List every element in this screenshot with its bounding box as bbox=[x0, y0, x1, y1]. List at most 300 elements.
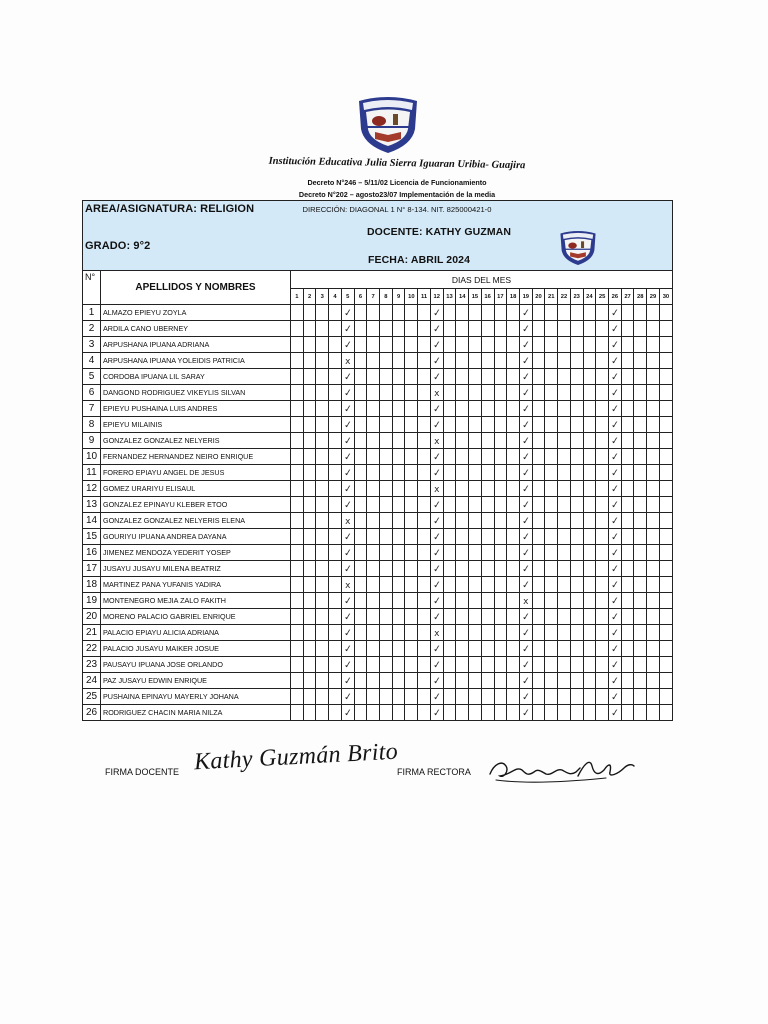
day-cell bbox=[329, 625, 342, 641]
day-cell bbox=[507, 641, 520, 657]
day-cell bbox=[443, 545, 456, 561]
day-cell bbox=[316, 465, 329, 481]
day-cell bbox=[558, 337, 571, 353]
day-cell bbox=[570, 401, 583, 417]
day-cell bbox=[545, 369, 558, 385]
attendance-mark: ✓ bbox=[610, 499, 620, 512]
attendance-mark: x bbox=[345, 517, 351, 527]
attendance-mark: ✓ bbox=[520, 499, 531, 512]
day-cell bbox=[367, 561, 380, 577]
day-cell bbox=[418, 641, 431, 657]
attendance-mark: ✓ bbox=[520, 307, 531, 320]
day-cell bbox=[316, 321, 329, 337]
day-cell bbox=[558, 417, 571, 433]
day-cell bbox=[469, 465, 482, 481]
day-cell bbox=[647, 465, 660, 481]
day-cell bbox=[329, 305, 342, 321]
day-cell bbox=[659, 417, 672, 433]
attendance-mark: ✓ bbox=[610, 627, 620, 640]
day-cell bbox=[532, 353, 545, 369]
day-cell bbox=[303, 481, 316, 497]
day-cell bbox=[545, 433, 558, 449]
day-cell bbox=[380, 641, 393, 657]
day-cell bbox=[507, 497, 520, 513]
day-cell bbox=[608, 577, 621, 593]
day-cell bbox=[481, 417, 494, 433]
day-cell bbox=[583, 561, 596, 577]
day-cell bbox=[405, 593, 418, 609]
day-cell bbox=[456, 657, 469, 673]
day-cell bbox=[481, 337, 494, 353]
day-cell bbox=[519, 481, 532, 497]
day-cell bbox=[583, 705, 596, 721]
attendance-mark: x bbox=[523, 597, 529, 607]
day-cell bbox=[469, 689, 482, 705]
day-number-9: 9 bbox=[392, 289, 405, 305]
day-cell bbox=[443, 385, 456, 401]
attendance-mark: x bbox=[434, 437, 440, 447]
day-cell bbox=[608, 593, 621, 609]
table-row bbox=[83, 529, 673, 545]
day-cell bbox=[659, 449, 672, 465]
day-cell bbox=[481, 305, 494, 321]
day-cell bbox=[418, 593, 431, 609]
day-cell bbox=[621, 625, 634, 641]
day-cell bbox=[380, 625, 393, 641]
day-cell bbox=[456, 433, 469, 449]
day-cell bbox=[481, 545, 494, 561]
day-cell bbox=[519, 609, 532, 625]
day-cell bbox=[532, 609, 545, 625]
row-number: 9 bbox=[83, 433, 101, 449]
day-cell bbox=[367, 449, 380, 465]
day-cell bbox=[303, 337, 316, 353]
day-cell bbox=[507, 449, 520, 465]
day-cell bbox=[316, 609, 329, 625]
day-cell bbox=[291, 401, 304, 417]
day-cell bbox=[430, 433, 443, 449]
day-cell bbox=[392, 433, 405, 449]
day-cell bbox=[583, 641, 596, 657]
attendance-mark: ✓ bbox=[520, 627, 531, 640]
day-cell bbox=[507, 529, 520, 545]
day-cell bbox=[647, 657, 660, 673]
day-cell bbox=[329, 545, 342, 561]
day-cell bbox=[481, 353, 494, 369]
day-cell bbox=[354, 545, 367, 561]
day-cell bbox=[329, 321, 342, 337]
day-cell bbox=[596, 577, 609, 593]
student-name: GONZALEZ GONZALEZ NELYERIS ELENA bbox=[101, 513, 291, 529]
day-cell bbox=[367, 705, 380, 721]
day-cell bbox=[443, 577, 456, 593]
day-cell bbox=[291, 417, 304, 433]
day-cell bbox=[659, 641, 672, 657]
day-cell bbox=[608, 561, 621, 577]
day-cell bbox=[494, 305, 507, 321]
day-cell bbox=[634, 593, 647, 609]
day-number-18: 18 bbox=[507, 289, 520, 305]
day-cell bbox=[659, 433, 672, 449]
day-cell bbox=[494, 481, 507, 497]
day-cell bbox=[647, 641, 660, 657]
day-cell bbox=[469, 321, 482, 337]
table-row bbox=[83, 433, 673, 449]
day-cell bbox=[456, 401, 469, 417]
day-cell bbox=[430, 385, 443, 401]
attendance-mark: ✓ bbox=[431, 531, 442, 544]
day-cell bbox=[354, 417, 367, 433]
attendance-mark: x bbox=[345, 581, 351, 591]
student-name: CORDOBA IPUANA LIL SARAY bbox=[101, 369, 291, 385]
number-column-header: N° bbox=[83, 271, 101, 305]
day-cell bbox=[659, 305, 672, 321]
day-cell bbox=[316, 481, 329, 497]
day-cell bbox=[303, 305, 316, 321]
day-cell bbox=[634, 657, 647, 673]
attendance-mark: ✓ bbox=[431, 547, 442, 560]
day-cell bbox=[634, 417, 647, 433]
day-cell bbox=[647, 401, 660, 417]
day-cell bbox=[647, 305, 660, 321]
day-cell bbox=[405, 417, 418, 433]
day-number-21: 21 bbox=[545, 289, 558, 305]
day-cell bbox=[354, 577, 367, 593]
day-cell bbox=[558, 465, 571, 481]
day-cell bbox=[583, 337, 596, 353]
day-cell bbox=[583, 385, 596, 401]
day-cell bbox=[418, 689, 431, 705]
attendance-mark: ✓ bbox=[610, 547, 620, 560]
day-cell bbox=[647, 337, 660, 353]
day-cell bbox=[392, 609, 405, 625]
attendance-mark: ✓ bbox=[520, 659, 531, 672]
table-row bbox=[83, 321, 673, 337]
day-cell bbox=[570, 481, 583, 497]
day-cell bbox=[380, 529, 393, 545]
day-cell bbox=[418, 577, 431, 593]
day-cell bbox=[621, 401, 634, 417]
day-number-12: 12 bbox=[430, 289, 443, 305]
day-cell bbox=[430, 545, 443, 561]
day-cell bbox=[583, 625, 596, 641]
day-cell bbox=[494, 577, 507, 593]
day-cell bbox=[507, 385, 520, 401]
day-cell bbox=[405, 385, 418, 401]
day-cell bbox=[545, 497, 558, 513]
attendance-mark: ✓ bbox=[610, 691, 620, 704]
day-cell bbox=[367, 497, 380, 513]
attendance-mark: ✓ bbox=[520, 467, 531, 480]
day-cell bbox=[316, 657, 329, 673]
day-cell bbox=[316, 545, 329, 561]
day-cell bbox=[634, 449, 647, 465]
day-cell bbox=[405, 465, 418, 481]
day-cell bbox=[570, 609, 583, 625]
institution-name: Institución Educativa Julia Sierra Iguaran Uribia- Guajira bbox=[268, 155, 526, 172]
day-cell bbox=[481, 625, 494, 641]
day-cell bbox=[469, 657, 482, 673]
day-cell bbox=[545, 657, 558, 673]
day-cell bbox=[558, 513, 571, 529]
day-cell bbox=[469, 369, 482, 385]
day-number-16: 16 bbox=[481, 289, 494, 305]
day-cell bbox=[341, 497, 354, 513]
day-cell bbox=[291, 609, 304, 625]
day-cell bbox=[532, 321, 545, 337]
day-cell bbox=[380, 705, 393, 721]
day-cell bbox=[532, 657, 545, 673]
day-cell bbox=[659, 529, 672, 545]
day-cell bbox=[647, 417, 660, 433]
day-cell bbox=[392, 689, 405, 705]
day-number-7: 7 bbox=[367, 289, 380, 305]
day-cell bbox=[291, 529, 304, 545]
day-cell bbox=[405, 513, 418, 529]
day-number-27: 27 bbox=[621, 289, 634, 305]
day-cell bbox=[532, 561, 545, 577]
day-cell bbox=[596, 321, 609, 337]
day-cell bbox=[481, 369, 494, 385]
day-cell bbox=[443, 497, 456, 513]
day-cell bbox=[303, 561, 316, 577]
day-cell bbox=[570, 641, 583, 657]
day-cell bbox=[380, 481, 393, 497]
attendance-mark: ✓ bbox=[342, 707, 353, 720]
day-cell bbox=[341, 481, 354, 497]
day-cell bbox=[596, 641, 609, 657]
row-number: 18 bbox=[83, 577, 101, 593]
attendance-mark: ✓ bbox=[520, 579, 531, 592]
day-cell bbox=[596, 353, 609, 369]
student-name: PALACIO JUSAYU MAIKER JOSUE bbox=[101, 641, 291, 657]
day-cell bbox=[621, 369, 634, 385]
day-cell bbox=[354, 641, 367, 657]
day-cell bbox=[507, 593, 520, 609]
attendance-mark: ✓ bbox=[520, 483, 531, 496]
day-cell bbox=[545, 321, 558, 337]
day-cell bbox=[481, 321, 494, 337]
day-cell bbox=[519, 577, 532, 593]
day-cell bbox=[608, 689, 621, 705]
day-cell bbox=[608, 497, 621, 513]
day-cell bbox=[291, 433, 304, 449]
day-cell bbox=[418, 385, 431, 401]
day-cell bbox=[634, 337, 647, 353]
day-cell bbox=[316, 369, 329, 385]
day-cell bbox=[532, 305, 545, 321]
attendance-mark: ✓ bbox=[342, 611, 353, 624]
day-cell bbox=[430, 353, 443, 369]
day-cell bbox=[532, 545, 545, 561]
day-cell bbox=[341, 577, 354, 593]
row-number: 21 bbox=[83, 625, 101, 641]
day-cell bbox=[380, 433, 393, 449]
day-cell bbox=[545, 689, 558, 705]
day-cell bbox=[380, 449, 393, 465]
attendance-mark: ✓ bbox=[520, 371, 531, 384]
day-cell bbox=[647, 353, 660, 369]
day-cell bbox=[596, 561, 609, 577]
day-cell bbox=[558, 609, 571, 625]
day-cell bbox=[621, 657, 634, 673]
day-cell bbox=[634, 321, 647, 337]
day-cell bbox=[303, 513, 316, 529]
day-cell bbox=[329, 577, 342, 593]
attendance-mark: ✓ bbox=[520, 643, 531, 656]
day-cell bbox=[303, 545, 316, 561]
license-decree: Decreto N°246 – 5/11/02 Licencia de Funcionamiento bbox=[307, 178, 487, 187]
student-name: ARDILA CANO UBERNEY bbox=[101, 321, 291, 337]
day-cell bbox=[303, 689, 316, 705]
day-cell bbox=[303, 577, 316, 593]
day-cell bbox=[608, 513, 621, 529]
day-cell bbox=[634, 673, 647, 689]
day-cell bbox=[456, 529, 469, 545]
day-cell bbox=[405, 481, 418, 497]
table-row bbox=[83, 369, 673, 385]
day-cell bbox=[583, 609, 596, 625]
day-cell bbox=[367, 577, 380, 593]
day-cell bbox=[519, 705, 532, 721]
row-number: 24 bbox=[83, 673, 101, 689]
day-cell bbox=[545, 577, 558, 593]
day-cell bbox=[596, 513, 609, 529]
day-cell bbox=[354, 353, 367, 369]
student-name: GOURIYU IPUANA ANDREA DAYANA bbox=[101, 529, 291, 545]
day-cell bbox=[392, 481, 405, 497]
day-cell bbox=[519, 641, 532, 657]
table-row bbox=[83, 401, 673, 417]
day-cell bbox=[659, 401, 672, 417]
day-cell bbox=[570, 625, 583, 641]
day-cell bbox=[507, 513, 520, 529]
day-cell bbox=[329, 337, 342, 353]
attendance-mark: ✓ bbox=[342, 547, 353, 560]
day-cell bbox=[608, 657, 621, 673]
day-cell bbox=[303, 673, 316, 689]
attendance-mark: ✓ bbox=[610, 563, 620, 576]
day-cell bbox=[430, 609, 443, 625]
day-cell bbox=[418, 705, 431, 721]
day-cell bbox=[392, 401, 405, 417]
day-cell bbox=[380, 497, 393, 513]
day-cell bbox=[354, 305, 367, 321]
day-cell bbox=[481, 529, 494, 545]
day-cell bbox=[583, 513, 596, 529]
day-number-19: 19 bbox=[519, 289, 532, 305]
day-cell bbox=[316, 673, 329, 689]
day-cell bbox=[621, 593, 634, 609]
day-cell bbox=[354, 321, 367, 337]
student-name: GONZALEZ GONZALEZ NELYERIS bbox=[101, 433, 291, 449]
day-cell bbox=[392, 641, 405, 657]
day-cell bbox=[596, 609, 609, 625]
day-cell bbox=[392, 577, 405, 593]
student-name: ARPUSHANA IPUANA ADRIANA bbox=[101, 337, 291, 353]
day-cell bbox=[532, 401, 545, 417]
attendance-mark: ✓ bbox=[342, 419, 353, 432]
row-number: 3 bbox=[83, 337, 101, 353]
day-cell bbox=[647, 321, 660, 337]
day-cell bbox=[507, 689, 520, 705]
day-cell bbox=[647, 545, 660, 561]
day-cell bbox=[596, 529, 609, 545]
day-cell bbox=[329, 369, 342, 385]
day-cell bbox=[558, 305, 571, 321]
day-cell bbox=[380, 657, 393, 673]
day-cell bbox=[443, 449, 456, 465]
day-cell bbox=[647, 689, 660, 705]
day-cell bbox=[456, 689, 469, 705]
day-cell bbox=[596, 673, 609, 689]
day-cell bbox=[558, 657, 571, 673]
row-number: 15 bbox=[83, 529, 101, 545]
day-cell bbox=[507, 705, 520, 721]
day-cell bbox=[659, 609, 672, 625]
day-cell bbox=[303, 353, 316, 369]
day-cell bbox=[532, 593, 545, 609]
day-cell bbox=[481, 609, 494, 625]
table-row bbox=[83, 417, 673, 433]
day-cell bbox=[405, 625, 418, 641]
day-cell bbox=[380, 577, 393, 593]
day-cell bbox=[341, 529, 354, 545]
day-cell bbox=[507, 401, 520, 417]
attendance-mark: ✓ bbox=[610, 595, 620, 608]
day-cell bbox=[316, 433, 329, 449]
student-name: RODRIGUEZ CHACIN MARIA NILZA bbox=[101, 705, 291, 721]
day-cell bbox=[659, 593, 672, 609]
day-cell bbox=[341, 689, 354, 705]
table-row bbox=[83, 577, 673, 593]
day-cell bbox=[507, 577, 520, 593]
day-cell bbox=[621, 417, 634, 433]
day-cell bbox=[291, 593, 304, 609]
day-cell bbox=[443, 641, 456, 657]
day-cell bbox=[519, 465, 532, 481]
day-cell bbox=[316, 529, 329, 545]
day-cell bbox=[659, 561, 672, 577]
day-cell bbox=[545, 593, 558, 609]
teacher-signature-label: FIRMA DOCENTE bbox=[105, 767, 180, 777]
day-cell bbox=[392, 625, 405, 641]
day-cell bbox=[494, 689, 507, 705]
day-cell bbox=[469, 433, 482, 449]
day-cell bbox=[405, 705, 418, 721]
day-cell bbox=[507, 305, 520, 321]
day-cell bbox=[291, 481, 304, 497]
day-number-28: 28 bbox=[634, 289, 647, 305]
day-cell bbox=[608, 321, 621, 337]
day-cell bbox=[545, 705, 558, 721]
day-cell bbox=[659, 577, 672, 593]
attendance-mark: ✓ bbox=[610, 419, 620, 432]
attendance-mark: ✓ bbox=[342, 307, 353, 320]
day-number-10: 10 bbox=[405, 289, 418, 305]
day-cell bbox=[519, 545, 532, 561]
attendance-mark: ✓ bbox=[342, 499, 353, 512]
day-cell bbox=[621, 545, 634, 561]
attendance-mark: ✓ bbox=[342, 483, 353, 496]
day-cell bbox=[329, 641, 342, 657]
attendance-mark: ✓ bbox=[520, 675, 531, 688]
day-cell bbox=[532, 337, 545, 353]
day-cell bbox=[316, 305, 329, 321]
day-cell bbox=[380, 513, 393, 529]
day-cell bbox=[341, 321, 354, 337]
day-cell bbox=[647, 577, 660, 593]
